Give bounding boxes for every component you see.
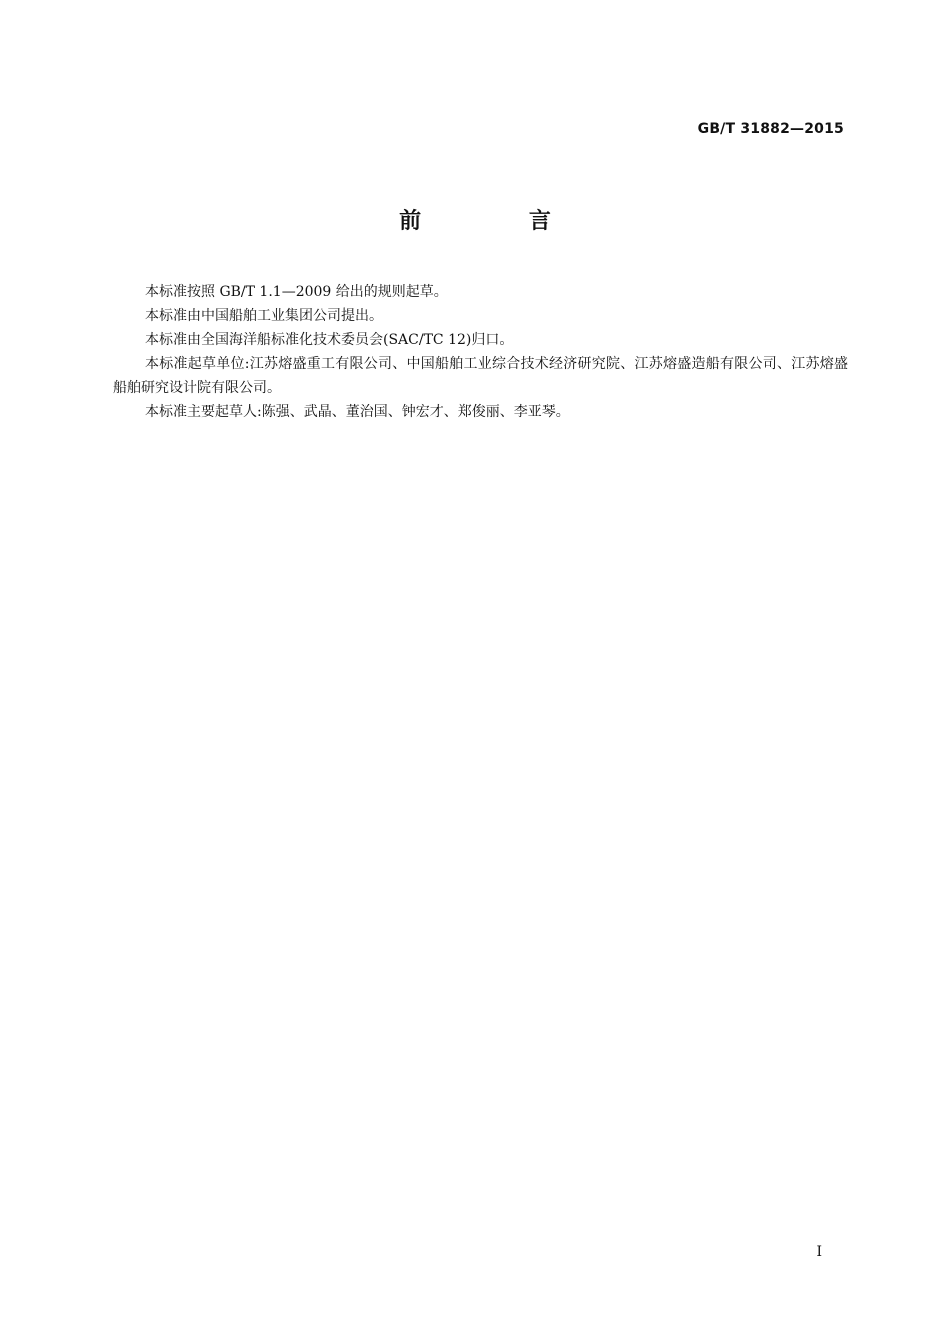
paragraph-drafting-rules: 本标准按照 GB/T 1.1—2009 给出的规则起草。 bbox=[145, 284, 448, 300]
paragraph-drafters: 本标准主要起草人:陈强、武晶、董治国、钟宏才、郑俊丽、李亚琴。 bbox=[145, 404, 570, 420]
page-number: I bbox=[816, 1244, 822, 1260]
document-code: GB/T 31882—2015 bbox=[697, 121, 844, 137]
foreword-title: 前 言 bbox=[399, 209, 601, 234]
foreword-body bbox=[113, 280, 848, 424]
paragraph-drafting-units: 本标准起草单位:江苏熔盛重工有限公司、中国船舶工业综合技术经济研究院、江苏熔盛造船有限公司、江苏熔盛船舶研究设计院有限公司。 bbox=[113, 356, 848, 396]
paragraph-committee: 本标准由全国海洋船标准化技术委员会(SAC/TC 12)归口。 bbox=[145, 332, 514, 348]
paragraph-proposer: 本标准由中国船舶工业集团公司提出。 bbox=[145, 308, 383, 324]
